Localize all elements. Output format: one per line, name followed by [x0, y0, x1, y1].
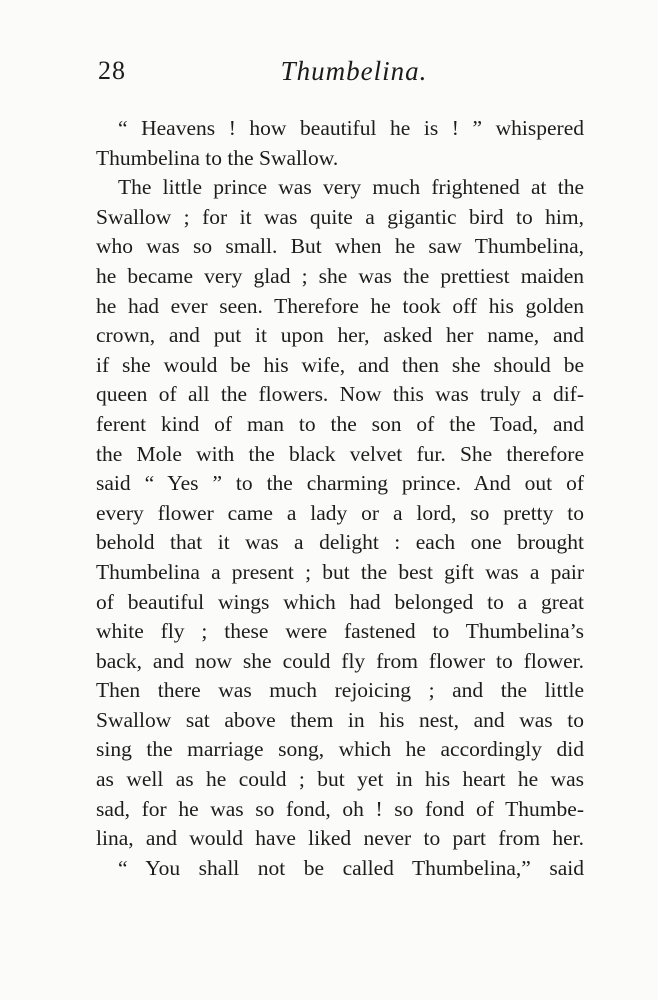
text-line: sad, for he was so fond, oh ! so fond of Thumbe-	[96, 796, 584, 821]
text-line: the Mole with the black velvet fur. She therefore	[96, 441, 584, 466]
text-line: Thumbelina to the Swallow.	[96, 145, 339, 170]
text-line: Then there was much rejoicing ; and the little	[96, 678, 584, 703]
text-line: The little prince was very much frightened at the	[118, 175, 584, 200]
text-line: Thumbelina a present ; but the best gift was a pair	[96, 559, 584, 584]
text-line: behold that it was a delight : each one brought	[96, 530, 584, 555]
text-line: back, and now she could fly from flower to flower.	[96, 648, 584, 673]
text-line: lina, and would have liked never to part from her.	[96, 826, 584, 851]
text-line: sing the marriage song, which he accordingly did	[96, 737, 584, 762]
text-line: “ You shall not be called Thumbelina,” said	[118, 855, 584, 880]
text-line: ferent kind of man to the son of the Toad, and	[96, 411, 584, 436]
text-line: who was so small. But when he saw Thumbelina,	[96, 234, 584, 259]
text-line: of beautiful wings which had belonged to a great	[96, 589, 584, 614]
text-line: white fly ; these were fastened to Thumbelina’s	[96, 619, 584, 644]
text-line: queen of all the flowers. Now this was truly a dif-	[96, 382, 584, 407]
text-line: he had ever seen. Therefore he took off his golden	[96, 293, 584, 318]
text-line: Swallow ; for it was quite a gigantic bird to him,	[96, 204, 584, 229]
text-line: if she would be his wife, and then she should be	[96, 352, 584, 377]
body-text	[96, 114, 584, 883]
text-line: “ Heavens ! how beautiful he is ! ” whispered	[118, 116, 584, 140]
running-title: Thumbelina.	[280, 56, 428, 86]
text-line: every flower came a lady or a lord, so pretty to	[96, 500, 584, 525]
text-line: Swallow sat above them in his nest, and was to	[96, 707, 584, 732]
page-header	[96, 56, 586, 90]
text-line: he became very glad ; she was the prettiest maiden	[96, 263, 584, 288]
text-line: as well as he could ; but yet in his heart he was	[96, 767, 584, 792]
text-line: crown, and put it upon her, asked her name, and	[96, 323, 584, 348]
text-line: said “ Yes ” to the charming prince. And out of	[96, 471, 584, 496]
page-number: 28	[98, 56, 126, 85]
